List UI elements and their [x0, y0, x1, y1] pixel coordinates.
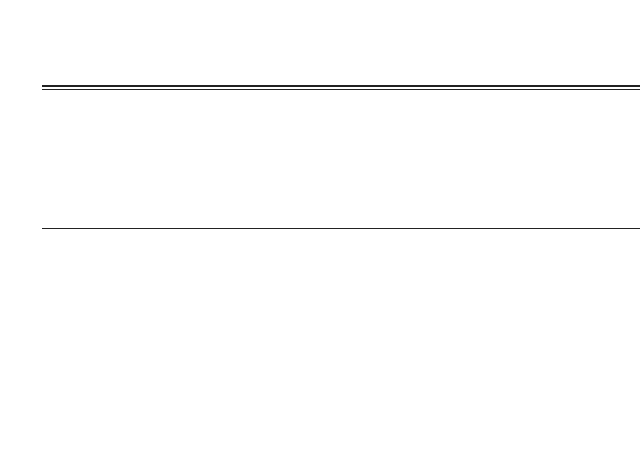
header-bottom-rule — [42, 228, 640, 229]
header-top-rule-thin — [42, 89, 640, 90]
header-top-rule — [42, 85, 640, 87]
